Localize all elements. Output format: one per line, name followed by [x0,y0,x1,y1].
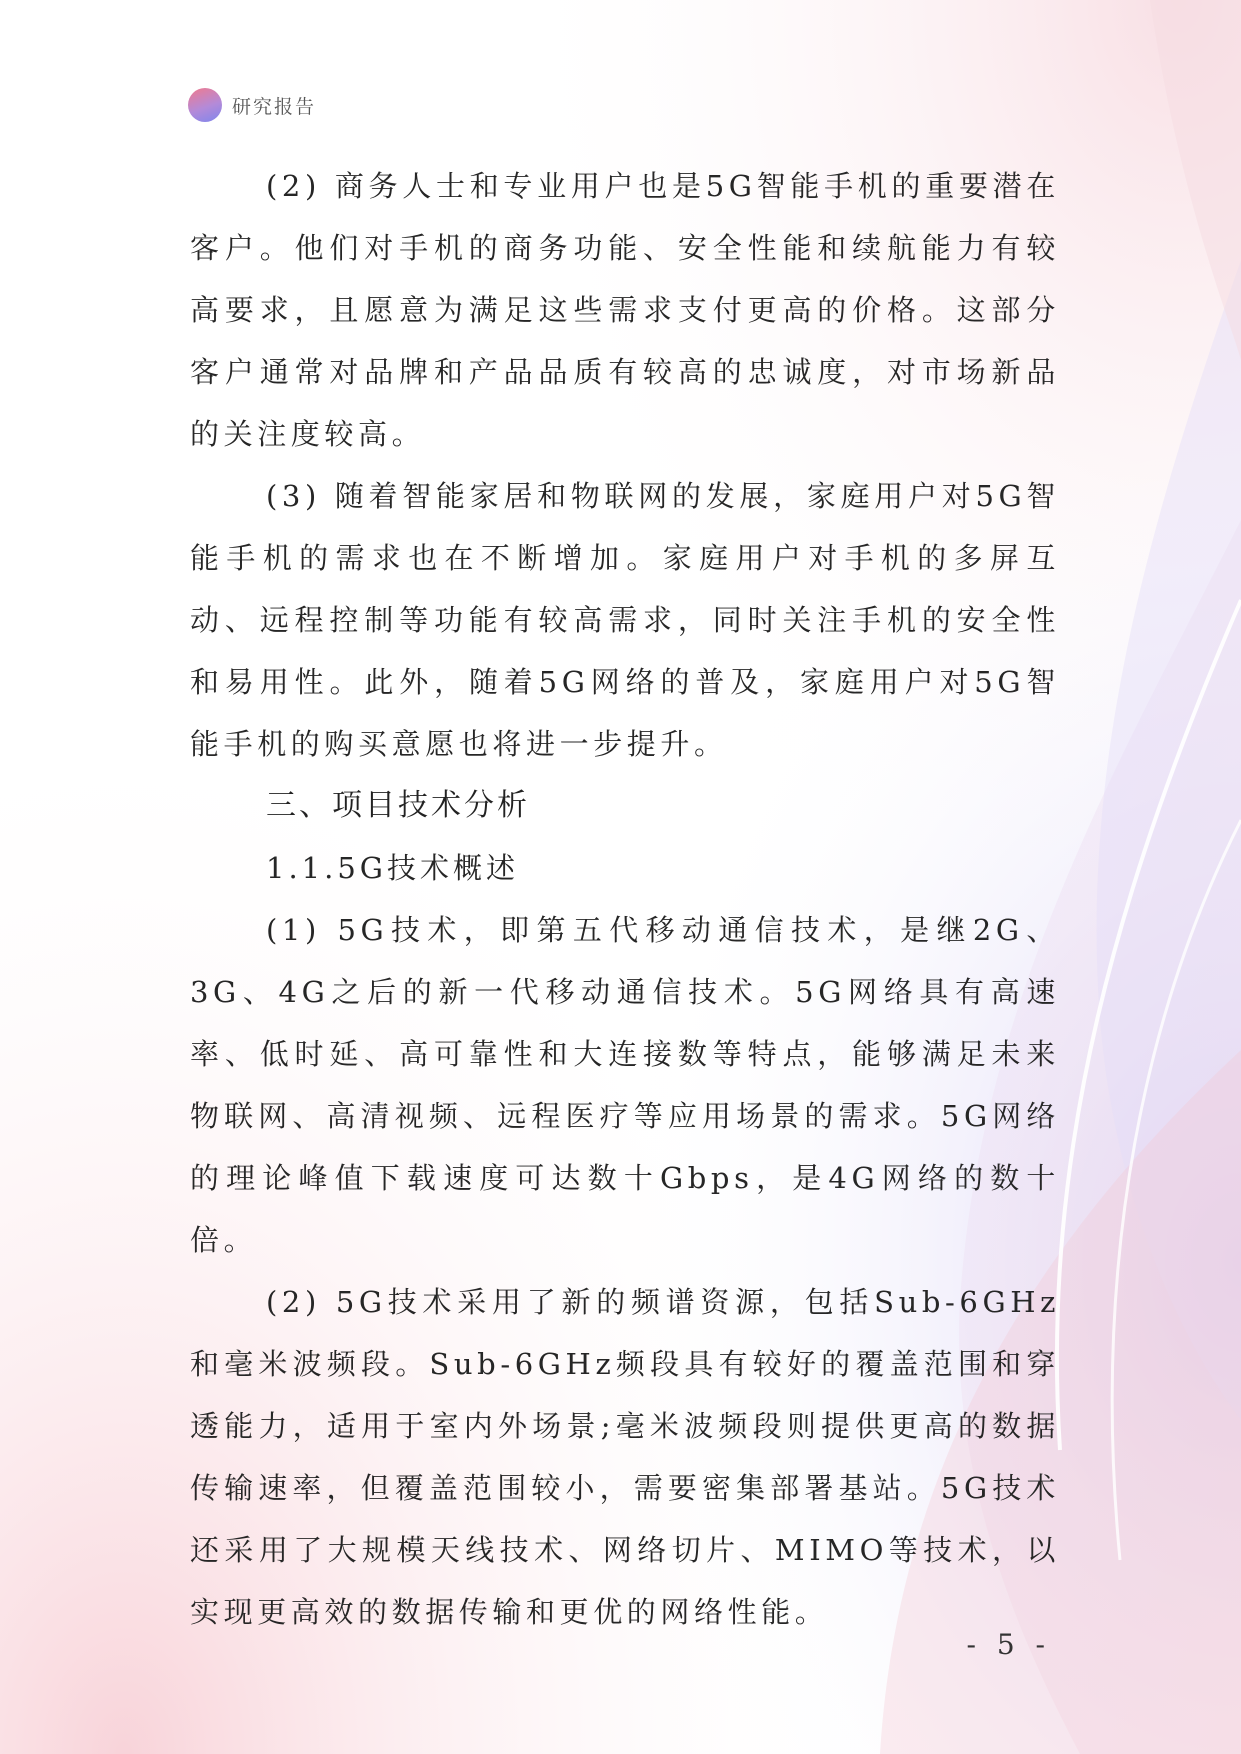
page-number: - 5 - [966,1628,1051,1661]
subsection-heading: 1.1.5G技术概述 [266,851,519,885]
paragraph-5g-overview: (1) 5G技术，即第五代移动通信技术，是继2G、3G、4G之后的新一代移动通信技术。5G网络具有高速率、低时延、高可靠性和大连接数等特点，能够满足未来物联网、高清视频、远程医疗等应用场景的需求。5G网络的理论峰值下载速度可达数十Gbps，是4G网络的数十倍。 [190,913,1060,1257]
logo-circle-icon [188,88,222,122]
paragraph-5g-spectrum: (2) 5G技术采用了新的频谱资源，包括Sub-6GHz和毫米波频段。Sub-6GHz频段具有较好的覆盖范围和穿透能力，适用于室内外场景;毫米波频段则提供更高的数据传输速率，但覆盖范围较小，需要密集部署基站。5G技术还采用了大规模天线技术、网络切片、MIMO等技术，以实现更高效的数据传输和更优的网络性能。 [190,1285,1060,1629]
paragraph-home-users: (3) 随着智能家居和物联网的发展，家庭用户对5G智能手机的需求也在不断增加。家庭用户对手机的多屏互动、远程控制等功能有较高需求，同时关注手机的安全性和易用性。此外，随着5G网络的普及，家庭用户对5G智能手机的购买意愿也将进一步提升。 [190,479,1060,761]
report-header [188,88,316,122]
paragraph-business-users: (2) 商务人士和专业用户也是5G智能手机的重要潜在客户。他们对手机的商务功能、安全性能和续航能力有较高要求，且愿意为满足这些需求支付更高的价格。这部分客户通常对品牌和产品品质有较高的忠诚度，对市场新品的关注度较高。 [190,169,1060,451]
section-heading: 三、项目技术分析 [266,788,530,823]
header-label: 研究报告 [232,95,317,118]
document-body [190,155,1060,1643]
